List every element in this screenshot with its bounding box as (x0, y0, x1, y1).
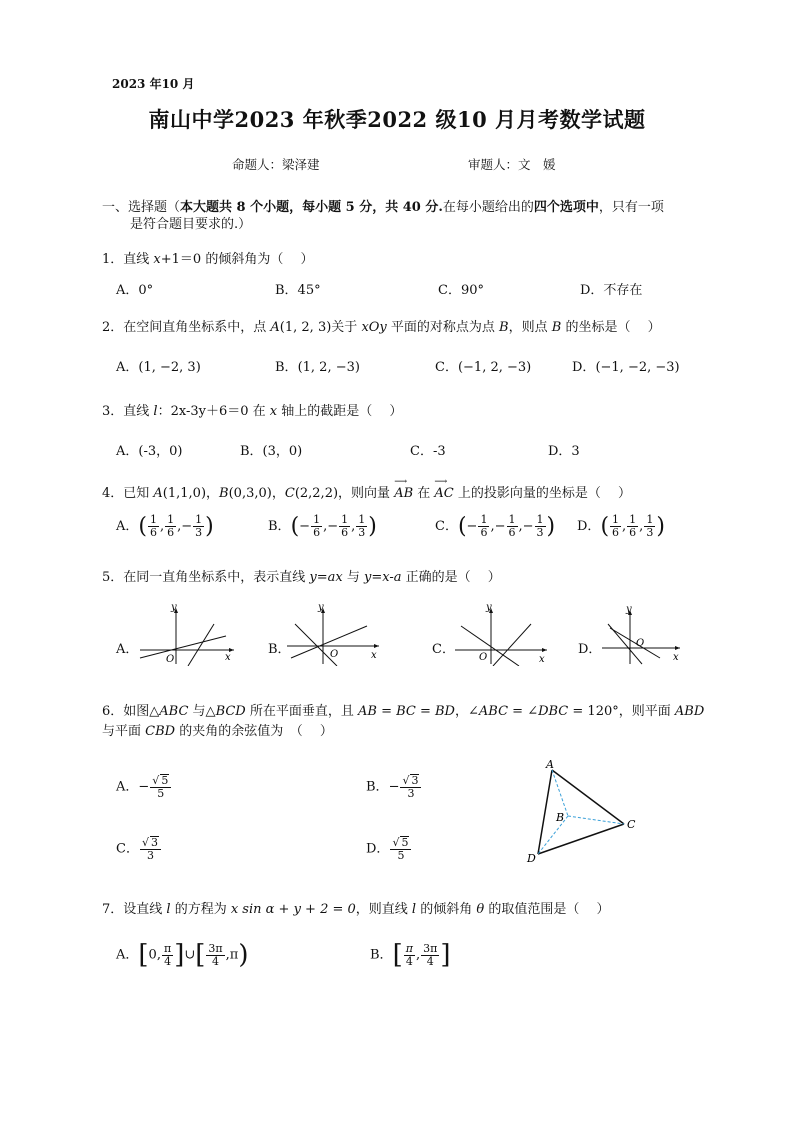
question-3-stem: 3．直线 l：2x-3y＋6＝0 在 x 轴上的截距是（ ） (102, 404, 403, 419)
author-label: 命题人：梁泽建 (232, 157, 320, 172)
q6-option-c[interactable]: C． $\frac{√ 3}{3}$ (116, 836, 162, 862)
section-heading-line2: 是符合题目要求的.） (130, 217, 252, 232)
q6-option-a[interactable]: A．− $\frac{√ 5}{5}$ (116, 774, 172, 800)
q1-option-c[interactable]: C．90° (438, 283, 484, 298)
x-label: x (225, 652, 231, 663)
q3-option-a[interactable]: A．(-3，0) (116, 444, 183, 459)
question-1-stem: 1．直线 x+1＝0 的倾斜角为（ ） (102, 252, 314, 267)
y-label: y (171, 602, 177, 613)
q5-graph-c[interactable] (453, 602, 553, 666)
vertex-d-label: D (527, 852, 536, 864)
edge-dc (538, 824, 624, 854)
q5-option-a[interactable]: A． (116, 642, 139, 657)
q2-option-a[interactable]: A．(1, −2, 3) (116, 360, 201, 375)
exam-date: 2023 年10 月 (112, 77, 195, 91)
svg-text:x: x (673, 652, 679, 663)
q7-option-b[interactable]: B．[ $\frac{\pi}{4}$ , $\frac{3\pi}{4}$ ] (370, 940, 451, 970)
q1-option-a[interactable]: A．0° (116, 283, 154, 298)
q6-option-b[interactable]: B．− $\frac{√ 3}{3}$ (366, 774, 422, 800)
vertex-a-label: A (546, 758, 554, 771)
question-7-stem: 7．设直线 l 的方程为 x sin α + y + 2 = 0，则直线 l 的倾斜角 θ 的取值范围是（ ） (102, 902, 610, 917)
q1-option-d[interactable]: D．不存在 (580, 283, 643, 298)
q7-option-a[interactable]: A．[0, $\frac{\pi}{4}$ ]∪[ $\frac{3\pi}{4}$ ,π) (116, 940, 249, 970)
vertex-c-label: C (627, 818, 636, 831)
q4-option-c[interactable]: C．(− $\frac{1}{6}$ ,− $\frac{1}{6}$ ,− $\frac{1}{3}$ ) (435, 513, 556, 539)
q2-option-b[interactable]: B．(1, 2, −3) (275, 360, 360, 375)
q4-option-b[interactable]: B．(− $\frac{1}{6}$ ,− $\frac{1}{6}$ , $\frac{1}{3}$ ) (268, 513, 377, 539)
q6-option-d[interactable]: D． $\frac{√ 5}{5}$ (366, 836, 412, 862)
section-heading: 一、选择题（本大题共 8 个小题，每小题 5 分，共 40 分.在每小题给出的四个选项中，只有一项 (102, 200, 664, 215)
q5-graph-d[interactable] (600, 602, 684, 666)
vertex-b-label: B (556, 811, 565, 824)
question-4-stem: 4．已知 A(1,1,0)，B(0,3,0)，C(2,2,2)，则向量 ⟶ AB 在 ⟶ AC 上的投影向量的坐标是（ ） (102, 482, 631, 501)
q2-option-c[interactable]: C．(−1, 2, −3) (435, 360, 532, 375)
svg-text:y: y (318, 602, 324, 613)
origin-label: O (166, 654, 175, 665)
question-6-stem-line2: 与平面 CBD 的夹角的余弦值为 （ ） (102, 724, 333, 739)
svg-text:x: x (539, 654, 545, 665)
q6-tetrahedron-figure (524, 758, 644, 864)
q5-option-c[interactable]: C． (432, 642, 455, 657)
svg-text:y: y (486, 602, 492, 613)
q5-option-b[interactable]: B． (268, 642, 291, 657)
question-6-stem-line1: 6．如图△ABC 与△BCD 所在平面垂直，且 AB = BC = BD，∠ABC = ∠DBC = 120°，则平面 ABD (102, 704, 705, 719)
q4-option-d[interactable]: D．( $\frac{1}{6}$ , $\frac{1}{6}$ , $\frac{1}{3}$ ) (577, 513, 665, 539)
q5-graph-b[interactable] (285, 602, 385, 666)
svg-text:O: O (330, 649, 339, 660)
q4-option-a[interactable]: A．( $\frac{1}{6}$ , $\frac{1}{6}$ ,− $\frac{1}{3}$ ) (116, 513, 214, 539)
q5-graph-a[interactable] (138, 602, 238, 666)
svg-text:O: O (479, 652, 488, 663)
q2-option-d[interactable]: D．(−1, −2, −3) (572, 360, 680, 375)
q3-option-c[interactable]: C．-3 (410, 444, 446, 459)
line-1 (140, 636, 226, 658)
q3-option-d[interactable]: D．3 (548, 444, 580, 459)
svg-text:x: x (371, 650, 377, 661)
svg-text:y: y (626, 604, 632, 615)
page-title: 南山中学2023 年秋季2022 级10 月月考数学试题 (148, 107, 646, 132)
svg-text:O: O (636, 638, 645, 649)
edge-ad (538, 770, 552, 854)
reviewer-label: 审题人：文 媛 (468, 157, 556, 172)
question-5-stem: 5．在同一直角坐标系中，表示直线 y=ax 与 y=x-a 正确的是（ ） (102, 570, 501, 585)
q3-option-b[interactable]: B．(3，0) (240, 444, 303, 459)
q5-option-d[interactable]: D． (578, 642, 602, 657)
q1-option-b[interactable]: B．45° (275, 283, 321, 298)
question-2-stem: 2．在空间直角坐标系中，点 A(1, 2, 3)关于 xOy 平面的对称点为点 B，则点 B 的坐标是（ ） (102, 320, 661, 335)
